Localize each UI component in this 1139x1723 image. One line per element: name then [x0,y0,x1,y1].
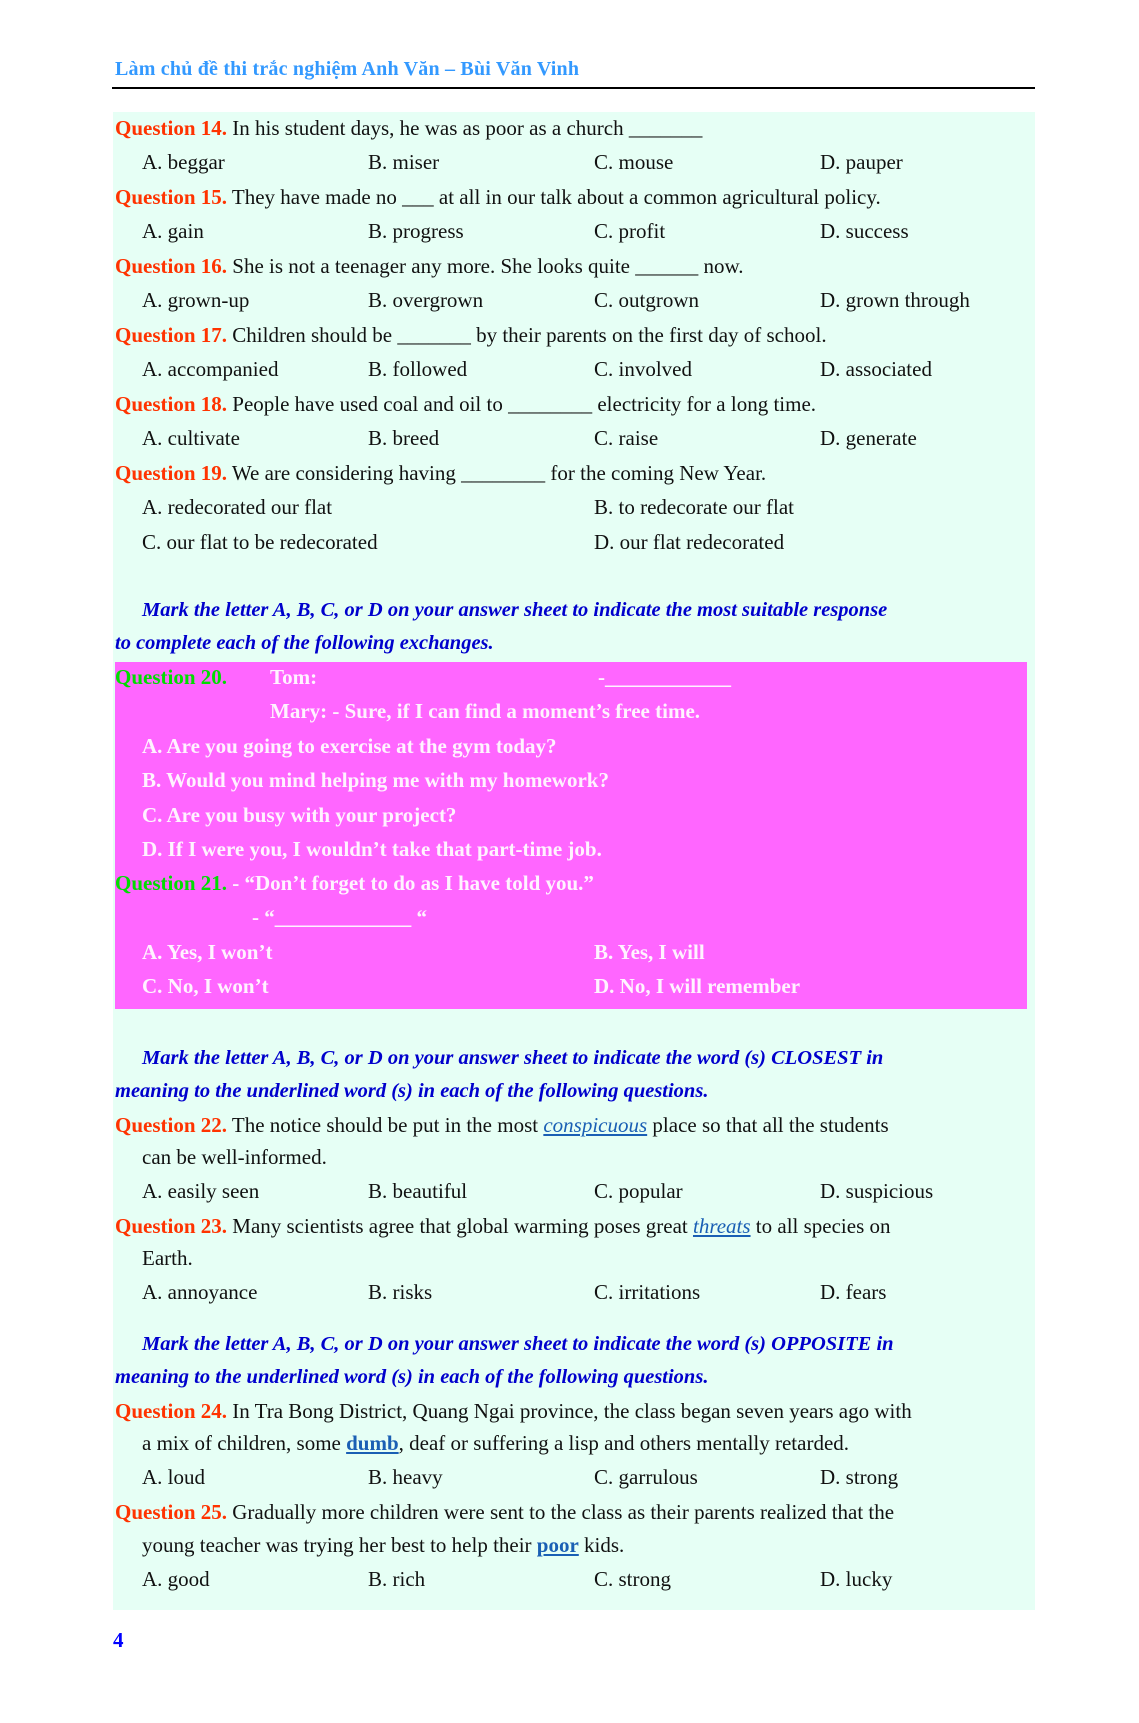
question-stem-continued [142,1426,849,1460]
option-a: A. gain [142,219,204,243]
question-label: Question 20. [115,665,228,689]
question-stem-pre: a mix of children, some [142,1431,347,1455]
question-stem: In his student days, he was as poor as a church _______ [232,116,703,140]
question-25 [115,1495,894,1529]
question-19 [115,456,766,490]
option-a: A. cultivate [142,426,240,450]
answer-blank: -____________ [598,665,731,689]
question-stem-post: place so that all the students [647,1113,889,1137]
option-c: C. No, I won’t [142,974,269,998]
option-d: D. grown through [820,288,970,312]
option-d: D. associated [820,357,932,381]
instruction-closest-line2: meaning to the underlined word (s) in each of the following questions. [115,1080,709,1102]
underlined-word: poor [536,1533,579,1557]
option-b: B. Yes, I will [594,940,705,964]
instruction-closest-line1: Mark the letter A, B, C, or D on your answer sheet to indicate the word (s) CLOSEST in [142,1047,884,1069]
option-c: C. irritations [594,1280,701,1304]
option-d: D. If I were you, I wouldn’t take that part-time job. [142,837,602,861]
question-stem-pre: Many scientists agree that global warming poses great [232,1214,693,1238]
option-b: B. followed [368,357,468,381]
option-a: A. good [142,1567,210,1591]
option-d: D. our flat redecorated [594,530,785,554]
option-c: C. popular [594,1179,683,1203]
question-stem-post: , deaf or suffering a lisp and others mentally retarded. [398,1431,850,1455]
question-stem: People have used coal and oil to ________ electricity for a long time. [232,392,817,416]
question-stem: She is not a teenager any more. She looks quite ______ now. [232,254,744,278]
question-stem-continued: Earth. [142,1246,193,1270]
option-a: A. redecorated our flat [142,495,333,519]
running-header: Làm chủ đề thi trắc nghiệm Anh Văn – Bùi Văn Vinh [115,58,580,80]
question-stem: They have made no ___ at all in our talk about a common agricultural policy. [231,185,881,209]
question-stem-pre: young teacher was trying her best to help their [142,1533,537,1557]
underlined-word: threats [692,1214,751,1238]
question-stem-continued [142,1528,624,1562]
option-a: A. beggar [142,150,225,174]
option-d: D. suspicious [820,1179,934,1203]
option-d: D. pauper [820,150,903,174]
question-label: Question 14. [115,116,228,140]
instruction-opposite-line1: Mark the letter A, B, C, or D on your answer sheet to indicate the word (s) OPPOSITE in [142,1333,894,1355]
option-c: C. our flat to be redecorated [142,530,378,554]
option-a: A. accompanied [142,357,279,381]
question-21 [115,866,594,900]
question-label: Question 24. [115,1399,228,1423]
option-b: B. breed [368,426,440,450]
underlined-word: conspicuous [543,1113,648,1137]
question-stem-continued: can be well-informed. [142,1145,327,1169]
underlined-word: dumb [346,1431,399,1455]
option-d: D. lucky [820,1567,893,1591]
instruction-exchanges-line1: Mark the letter A, B, C, or D on your answer sheet to indicate the most suitable response [142,599,888,621]
option-a: A. grown-up [142,288,250,312]
option-c: C. mouse [594,150,674,174]
option-b: B. overgrown [368,288,484,312]
question-label: Question 18. [115,392,228,416]
question-label: Question 19. [115,461,228,485]
speaker-mary-reply: Mary: - Sure, if I can find a moment’s free time. [270,699,701,723]
question-15 [115,180,881,214]
header-rule [112,87,1035,89]
option-c: C. garrulous [594,1465,698,1489]
option-b: B. miser [368,150,440,174]
speaker-tom: Tom: [270,665,318,689]
option-a: A. loud [142,1465,205,1489]
question-label: Question 17. [115,323,228,347]
question-18 [115,387,816,421]
page-number: 4 [113,1628,124,1652]
question-23 [115,1209,891,1243]
question-16 [115,249,744,283]
question-22 [115,1108,889,1142]
question-label: Question 16. [115,254,228,278]
instruction-opposite-line2: meaning to the underlined word (s) in each of the following questions. [115,1366,709,1388]
option-d: D. generate [820,426,917,450]
option-d: D. success [820,219,909,243]
option-d: D. No, I will remember [594,974,801,998]
question-14 [115,111,702,145]
answer-blank: - “_____________ “ [252,905,427,929]
option-c: C. strong [594,1567,672,1591]
option-b: B. progress [368,219,464,243]
question-stem: In Tra Bong District, Quang Ngai province, the class began seven years ago with [232,1399,912,1423]
instruction-exchanges-line2: to complete each of the following exchanges. [115,632,494,654]
option-a: A. easily seen [142,1179,260,1203]
option-c: C. involved [594,357,692,381]
question-stem-post: kids. [578,1533,625,1557]
question-label: Question 21. [115,871,228,895]
question-17 [115,318,827,352]
option-b: B. Would you mind helping me with my homework? [142,768,609,792]
option-b: B. risks [368,1280,433,1304]
question-prompt: - “Don’t forget to do as I have told you.” [232,871,594,895]
option-c: C. profit [594,219,666,243]
question-stem: Gradually more children were sent to the class as their parents realized that the [232,1500,895,1524]
question-label: Question 22. [115,1113,228,1137]
option-b: B. beautiful [368,1179,468,1203]
option-b: B. rich [368,1567,426,1591]
option-a: A. annoyance [142,1280,258,1304]
option-d: D. strong [820,1465,899,1489]
option-c: C. raise [594,426,659,450]
question-stem: We are considering having ________ for the coming New Year. [231,461,767,485]
option-d: D. fears [820,1280,887,1304]
option-c: C. outgrown [594,288,699,312]
question-label: Question 15. [115,185,228,209]
option-b: B. to redecorate our flat [594,495,794,519]
question-stem: Children should be _______ by their parents on the first day of school. [232,323,827,347]
option-c: C. Are you busy with your project? [142,803,457,827]
option-a: A. Yes, I won’t [142,940,273,964]
question-20 [115,660,227,694]
question-stem-pre: The notice should be put in the most [231,1113,544,1137]
question-24 [115,1394,912,1428]
option-b: B. heavy [368,1465,443,1489]
question-label: Question 25. [115,1500,228,1524]
question-label: Question 23. [115,1214,228,1238]
option-a: A. Are you going to exercise at the gym today? [142,734,557,758]
question-stem-post: to all species on [750,1214,891,1238]
